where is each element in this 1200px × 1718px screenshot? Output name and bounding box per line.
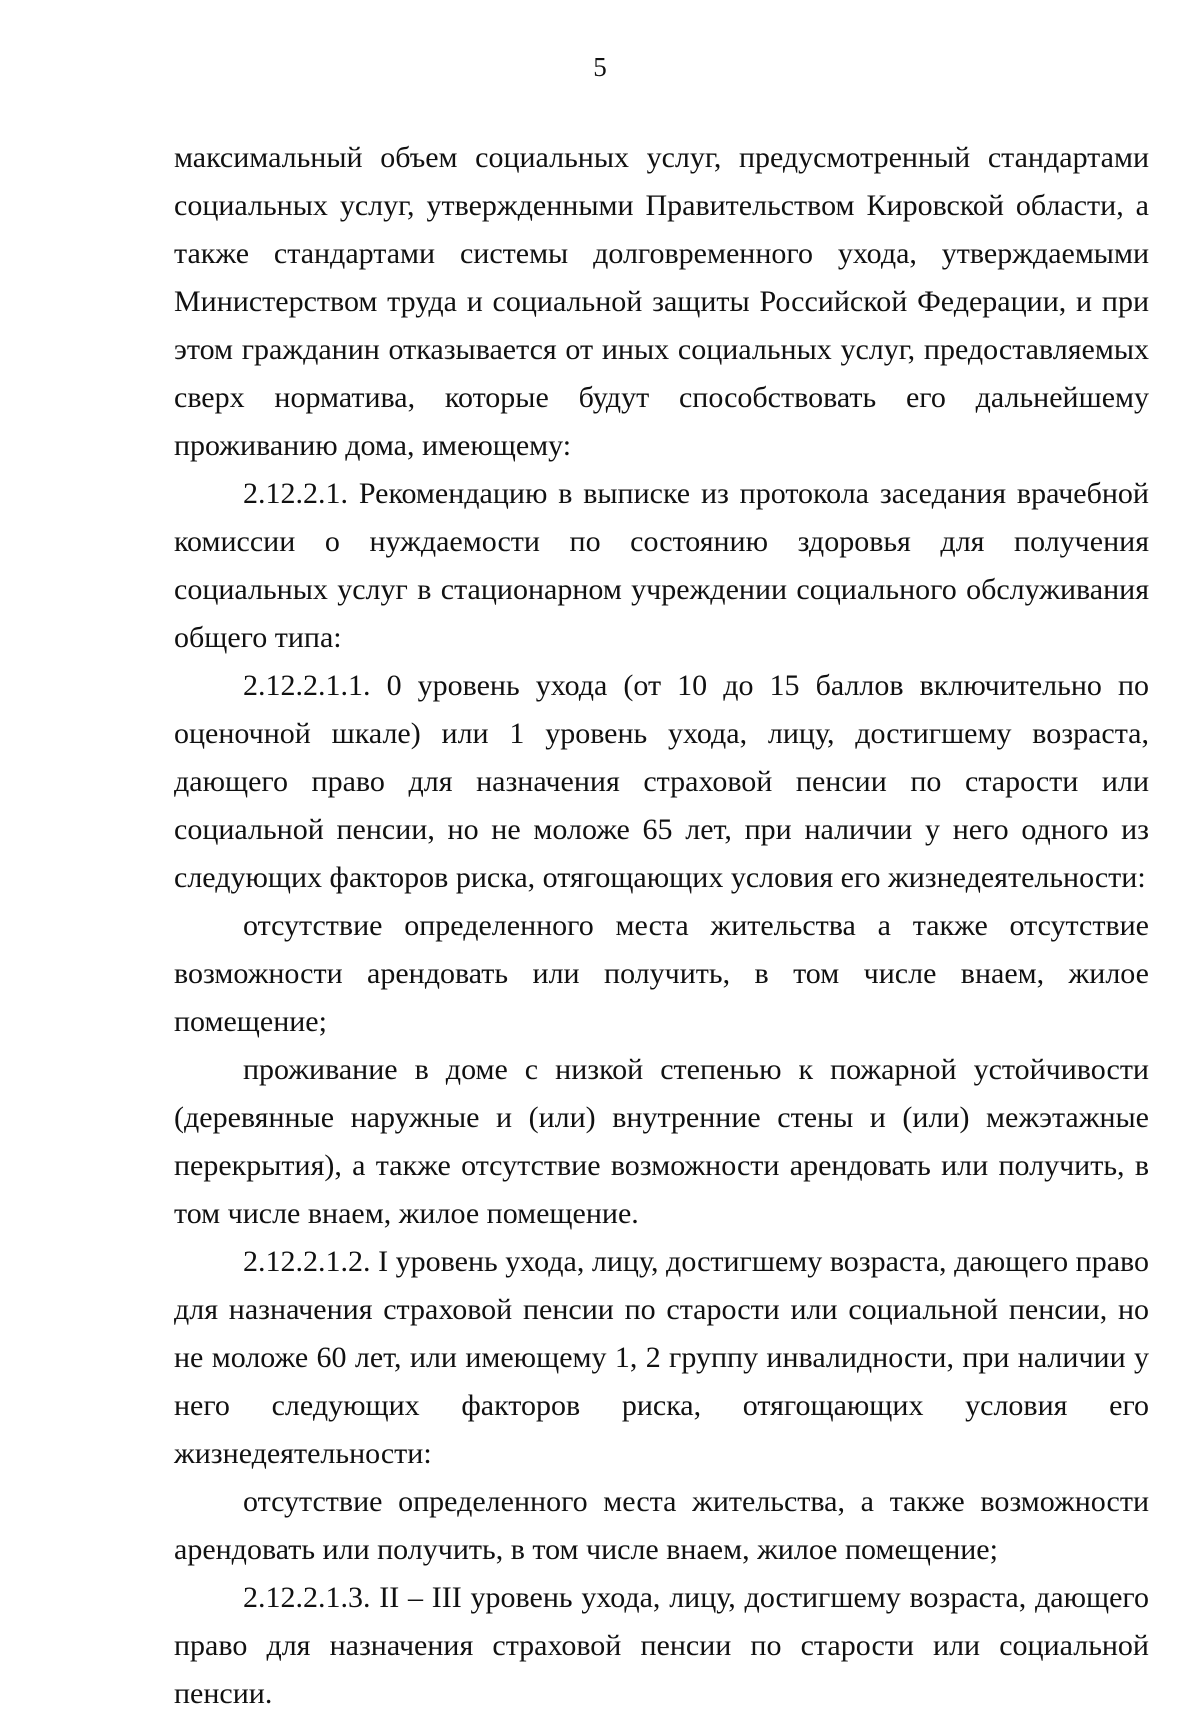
paragraph-risk-factor-no-residence: отсутствие определенного места жительства а также отсутствие возможности арендовать или получить, в том числе внаем, жилое помещение; xyxy=(174,909,1149,1038)
paragraph-risk-factor-fire-safety: проживание в доме с низкой степенью к пожарной устойчивости (деревянные наружные и (или) внутренние стены и (или) межэтажные перекрытия), а также отсутствие возможности арендовать или получить, в том числе внаем, жилое помещение. xyxy=(174,1053,1149,1230)
paragraph-continuation: максимальный объем социальных услуг, предусмотренный стандартами социальных услуг, утвержденными Правительством Кировской области, а также стандартами системы долговременного ухода, утверждаемыми Министерством труда и социальной защиты Российской Федерации, и при этом гражданин отказывается от иных социальных услуг, предоставляемых сверх норматива, которые будут способствовать его дальнейшему проживанию дома, имеющему: xyxy=(174,141,1149,462)
page-number: 5 xyxy=(593,52,607,82)
document-body xyxy=(174,134,1149,1718)
paragraph-risk-factor-no-residence-2: отсутствие определенного места жительства, а также возможности арендовать или получить, в том числе внаем, жилое помещение; xyxy=(174,1485,1149,1566)
paragraph-clause-2-12-2-1: 2.12.2.1. Рекомендацию в выписке из протокола заседания врачебной комиссии о нуждаемости по состоянию здоровья для получения социальных услуг в стационарном учреждении социального обслуживания общего типа: xyxy=(174,477,1149,654)
paragraph-clause-2-12-2-1-3: 2.12.2.1.3. II – III уровень ухода, лицу, достигшему возраста, дающего право для назначения страховой пенсии по старости или социальной пенсии. xyxy=(174,1581,1149,1710)
paragraph-clause-2-12-2-1-2: 2.12.2.1.2. I уровень ухода, лицу, достигшему возраста, дающего право для назначения страховой пенсии по старости или социальной пенсии, но не моложе 60 лет, или имеющему 1, 2 группу инвалидности, при наличии у него следующих факторов риска, отягощающих условия его жизнедеятельности: xyxy=(174,1245,1149,1470)
paragraph-clause-2-12-2-1-1: 2.12.2.1.1. 0 уровень ухода (от 10 до 15 баллов включительно по оценочной шкале) или 1 уровень ухода, лицу, достигшему возраста, дающего право для назначения страховой пенсии по старости или социальной пенсии, но не моложе 65 лет, при наличии у него одного из следующих факторов риска, отягощающих условия его жизнедеятельности: xyxy=(174,669,1149,894)
